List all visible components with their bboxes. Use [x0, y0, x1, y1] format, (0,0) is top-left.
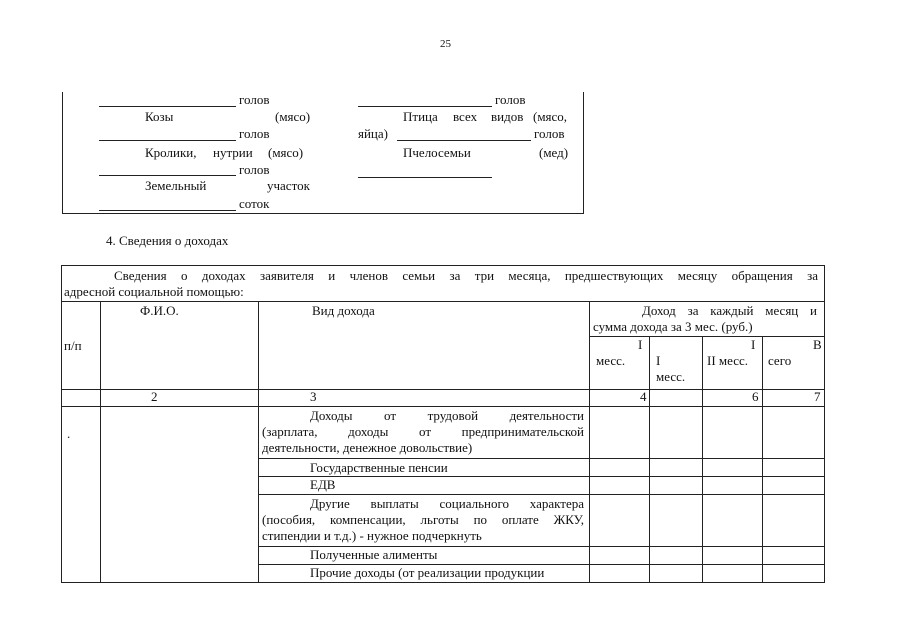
col-number-6: 6 [752, 389, 759, 404]
section-title: 4. Сведения о доходах [106, 233, 229, 248]
unit-label: голов [495, 92, 526, 107]
col-header-income-line1: Доход за каждый месяц и [642, 303, 817, 318]
unit-label: голов [239, 162, 270, 177]
col-month2-top: I [656, 353, 661, 368]
col-number-3: 3 [310, 389, 317, 404]
blank-line [358, 177, 492, 178]
unit-label: голов [239, 92, 270, 107]
grid-line [258, 301, 259, 582]
unit-label: голов [534, 126, 565, 141]
col-total-bottom: сего [768, 353, 792, 368]
col-number-4: 4 [640, 389, 647, 404]
blank-line [99, 175, 236, 176]
blank-line [358, 106, 492, 107]
col-month1-bottom: месс. [596, 353, 626, 368]
land-label: Земельный [145, 178, 207, 193]
col-header-income-line2: сумма дохода за 3 мес. (руб.) [593, 319, 753, 334]
income-row-1-line1: Доходы от трудовой деятельности [310, 408, 584, 423]
income-row-4-line3: стипендии и т.д.) - нужное подчеркнуть [262, 528, 482, 543]
income-row-3: ЕДВ [310, 477, 336, 492]
col-month3-bottom: II месс. [707, 353, 749, 368]
poultry-label-e: яйца) [358, 126, 388, 141]
grid-line [762, 336, 763, 582]
grid-line [100, 301, 101, 582]
grid-line [589, 336, 824, 337]
grid-line [702, 336, 703, 582]
poultry-label-a: Птица [403, 109, 438, 124]
grid-line [589, 301, 590, 582]
poultry-label-c: видов [491, 109, 524, 124]
blank-line [99, 106, 236, 107]
col-number-2: 2 [151, 389, 158, 404]
income-row-1-line2: (зарплата, доходы от предпринимательской [262, 424, 584, 439]
goats-note: (мясо) [275, 109, 311, 124]
income-row-2: Государственные пенсии [310, 460, 448, 475]
table-caption-line2: адресной социальной помощью: [64, 284, 244, 299]
bees-label: Пчелосемьи [403, 145, 471, 160]
row-number-dot: . [67, 426, 71, 441]
income-row-6: Прочие доходы (от реализации продукции [310, 565, 545, 580]
income-row-5: Полученные алименты [310, 547, 438, 562]
income-row-4-line1: Другие выплаты социального характера [310, 496, 584, 511]
col-header-pp: п/п [64, 338, 82, 353]
rabbits-label: Кролики, [145, 145, 197, 160]
poultry-label-b: всех [453, 109, 478, 124]
unit-label: голов [239, 126, 270, 141]
income-table [61, 265, 825, 583]
page-number: 25 [440, 38, 451, 50]
col-header-fio: Ф.И.О. [140, 303, 179, 318]
table-caption-line1: Сведения о доходах заявителя и членов семьи за три месяца, предшествующих месяцу обращения за [114, 268, 818, 283]
blank-line [99, 210, 236, 211]
bees-note: (мед) [539, 145, 569, 160]
grid-line [258, 494, 824, 495]
col-total-top: В [813, 337, 822, 352]
goats-label: Козы [145, 109, 174, 124]
grid-line [62, 406, 824, 407]
col-month3-top: I [751, 337, 756, 352]
poultry-label-d: (мясо, [533, 109, 568, 124]
blank-line [99, 140, 236, 141]
grid-line [649, 336, 650, 582]
nutria-label: нутрии [213, 145, 253, 160]
grid-line [62, 301, 824, 302]
livestock-box [62, 92, 584, 214]
rabbits-note: (мясо) [268, 145, 304, 160]
income-row-4-line2: (пособия, компенсации, льготы по оплате ЖКУ, [262, 512, 584, 527]
unit-label-sotok: соток [239, 196, 270, 211]
land-plot-label: участок [267, 178, 310, 193]
col-month2-bottom: месс. [656, 369, 686, 384]
income-row-1-line3: деятельности, денежное довольствие) [262, 440, 473, 455]
grid-line [62, 389, 824, 390]
blank-line [397, 140, 531, 141]
col-month1-top: I [638, 337, 643, 352]
grid-line [258, 476, 824, 477]
col-number-7: 7 [814, 389, 821, 404]
col-header-income-type: Вид дохода [312, 303, 375, 318]
grid-line [258, 458, 824, 459]
